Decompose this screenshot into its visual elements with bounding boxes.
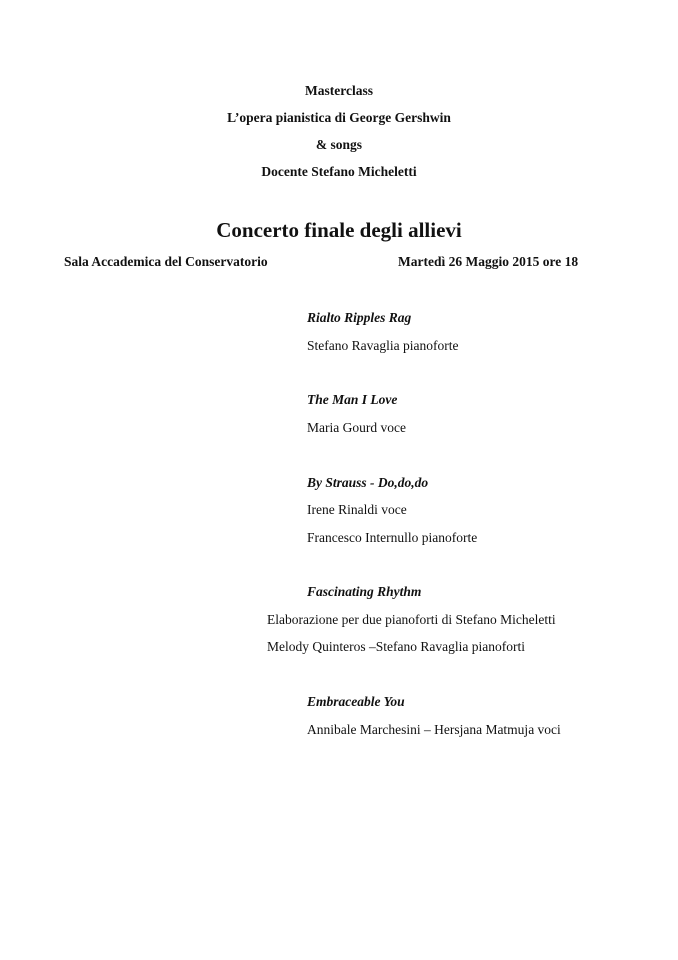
venue-place: Sala Accademica del Conservatorio bbox=[64, 254, 268, 269]
piece-title: Embraceable You bbox=[307, 694, 405, 709]
header-masterclass: Masterclass bbox=[305, 83, 373, 98]
header-teacher: Docente Stefano Micheletti bbox=[261, 164, 417, 179]
piece-title: The Man I Love bbox=[307, 392, 398, 407]
performer-line: Francesco Internullo pianoforte bbox=[307, 530, 478, 545]
piece-title: Fascinating Rhythm bbox=[307, 584, 422, 599]
piece-title: By Strauss - Do,do,do bbox=[307, 475, 429, 490]
concert-title: Concerto finale degli allievi bbox=[216, 218, 462, 242]
performer-line: Melody Quinteros –Stefano Ravaglia pianoforti bbox=[267, 639, 525, 654]
piece-title: Rialto Ripples Rag bbox=[307, 310, 412, 325]
header-songs: & songs bbox=[315, 137, 363, 152]
performer-line: Maria Gourd voce bbox=[307, 420, 406, 435]
venue-date: Martedì 26 Maggio 2015 ore 18 bbox=[398, 254, 579, 269]
performer-line: Elaborazione per due pianoforti di Stefano Micheletti bbox=[267, 612, 556, 627]
header-subject: L’opera pianistica di George Gershwin bbox=[227, 110, 451, 125]
performer-line: Irene Rinaldi voce bbox=[307, 502, 407, 517]
performer-line: Stefano Ravaglia pianoforte bbox=[307, 338, 459, 353]
performer-line: Annibale Marchesini – Hersjana Matmuja voci bbox=[307, 722, 561, 737]
